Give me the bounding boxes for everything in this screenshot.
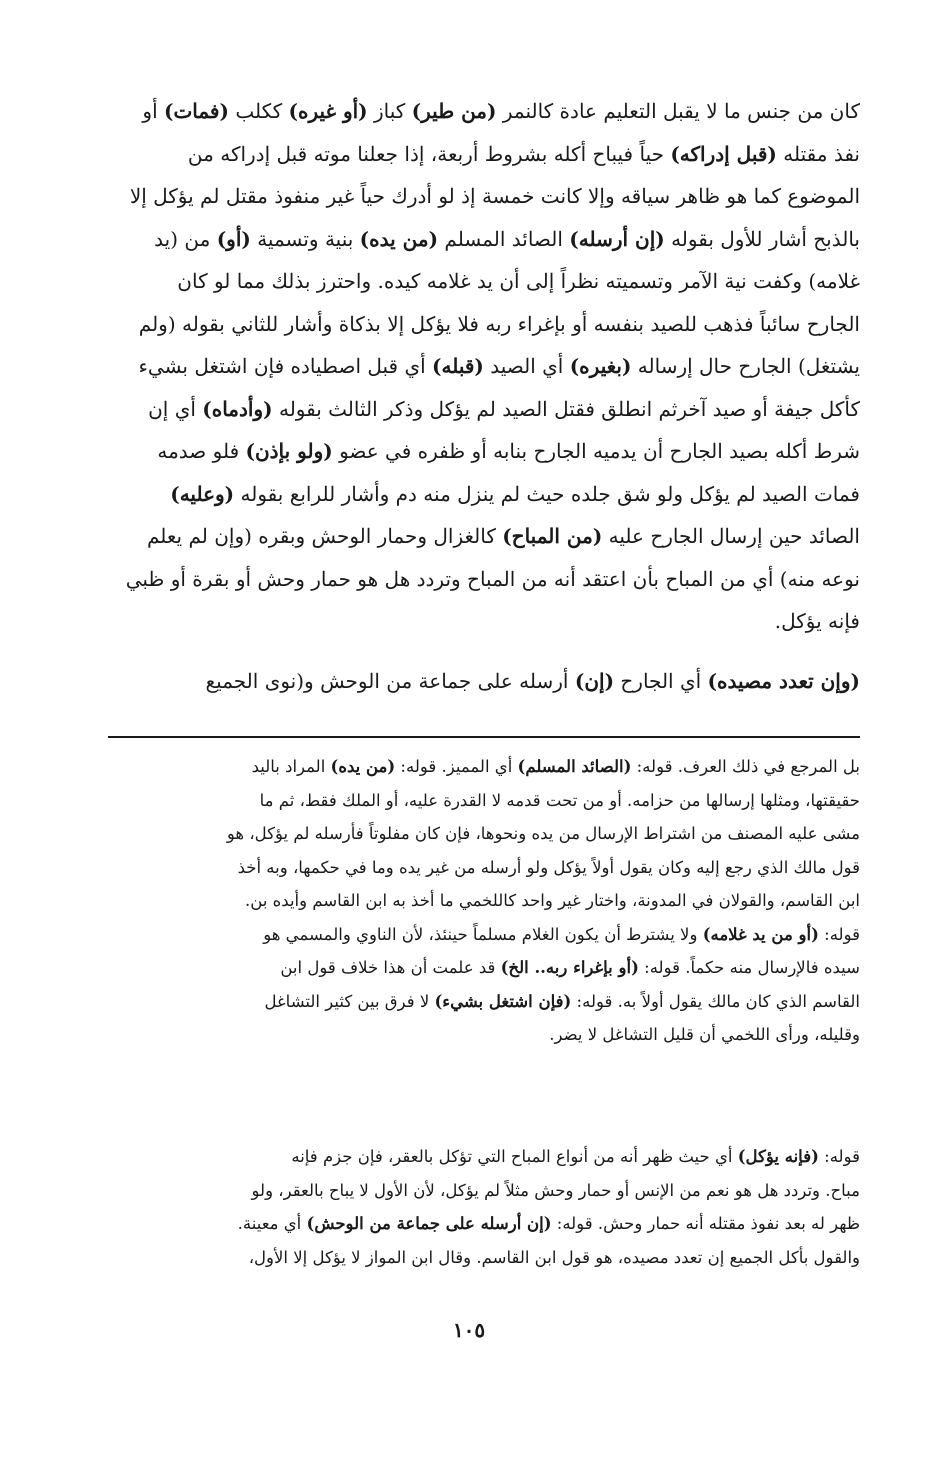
main-line: الجارح سائباً فذهب للصيد بنفسه أو بإغراء ربه فلا يؤكل إلا بذكاة وأشار للثاني بقوله (ولم (138, 311, 860, 336)
quoted-phrase: (ولو بإذن) (245, 439, 333, 463)
footnote-line: مباح. وتردد هل هو نعم من الإنس أو حمار وحش مثلاً لم يؤكل، لأن الأول لا يباح بالعقر، ولو (251, 1180, 860, 1200)
main-line: الصائد حين إرسال الجارح عليه (من المباح) كالغزال وحمار الوحش وبقره (وإن لم يعلم (146, 524, 860, 548)
footnote-separator (108, 736, 860, 738)
quoted-phrase: (وعليه) (170, 481, 235, 506)
footnote-line: قوله: (فإنه يؤكل) أي حيث ظهر أنه من أنواع المباح التي تؤكل بالعقر، فإن جزم فإنه (291, 1147, 860, 1166)
quoted-phrase: (بغيره) (569, 354, 632, 378)
quoted-phrase: (أو من يد غلامه) (702, 924, 819, 944)
footnote-1 (78, 750, 860, 1052)
main-line: شرط أكله بصيد الجارح أن يدميه الجارح بنابه أو ظفره في عضو (ولو بإذن) فلو صدمه (157, 439, 860, 463)
page-number: ١٠٥ (452, 1318, 486, 1342)
quoted-phrase: (إن) (574, 669, 615, 693)
main-line: غلامه) وكفت نية الآمر وتسميته نظراً إلى أن يد غلامه كيده. واحترز بذلك مما لو كان (177, 269, 860, 293)
footnote-2 (78, 1140, 860, 1274)
main-line: نوعه منه) أي من المباح بأن اعتقد أنه من المباح وتردد هل هو حمار وحش أو بقرة أو ظبي (125, 566, 860, 591)
quoted-phrase: (فمات) (163, 99, 229, 123)
quoted-phrase: (من يده) (359, 226, 439, 251)
main-line: (وإن تعدد مصيده) أي الجارح (إن) أرسله على جماعة من الوحش و(نوى الجميع (205, 669, 860, 693)
main-line: فإنه يؤكل. (774, 609, 860, 633)
quoted-phrase: (إن أرسله) (569, 226, 665, 251)
quoted-phrase: (قبل إدراكه) (670, 141, 777, 166)
footnote-line: مشى عليه المصنف من اشتراط الإرسال من يده ونحوها، فإن كان مفلوتاً فأرسله لم يؤكل، هو (226, 824, 860, 843)
footnote-line: والقول بأكل الجميع إن تعدد مصيده، هو قول ابن القاسم. وقال ابن المواز لا يؤكل إلا الأول، (248, 1247, 860, 1267)
main-line: كأكل جيفة أو صيد آخرثم انطلق فقتل الصيد لم يؤكل وذكر الثالث بقوله (وأدماه) أي إن (148, 396, 860, 421)
main-paragraph-2 (78, 660, 860, 703)
main-line: يشتغل) الجارح حال إرساله (بغيره) أي الصيد (قبله) أي قبل اصطياده فإن اشتغل بشيء (138, 354, 860, 378)
quoted-phrase: (وأدماه) (202, 396, 273, 421)
footnote-line: القاسم الذي كان مالك يقول أولاً به. قوله: (فإن اشتغل بشيء) لا فرق بين كثير التشاغل (264, 991, 860, 1011)
quoted-phrase: (فإن اشتغل بشيء) (434, 991, 572, 1011)
footnote-line: وقليله، ورأى اللخمي أن قليل التشاغل لا يضر. (549, 1025, 860, 1044)
quoted-phrase: (أو بإغراء ربه.. الخ) (500, 958, 639, 977)
main-line: فمات الصيد لم يؤكل ولو شق جلده حيث لم ينزل منه دم وأشار للرابع بقوله (وعليه) (170, 481, 860, 506)
footnote-line: حقيقتها، ومثلها إرسالها من حزامه. أو من تحت قدمه لا القدرة عليه، أو الملك فقط، ثم ما (259, 790, 860, 810)
quoted-phrase: (من طير) (411, 99, 497, 123)
footnote-line: بل المرجع في ذلك العرف. قوله: (الصائد المسلم) أي المميز. قوله: (من يده) المراد باليد (251, 757, 860, 776)
quoted-phrase: (فإنه يؤكل) (737, 1147, 819, 1166)
quoted-phrase: (أو غيره) (288, 99, 368, 123)
quoted-phrase: (من يده) (330, 757, 396, 776)
quoted-phrase: (قبله) (432, 354, 484, 378)
main-line: نفذ مقتله (قبل إدراكه) حياً فيباح أكله بشروط أربعة، إذا جعلنا موته قبل إدراكه من (187, 141, 860, 166)
quoted-phrase: (أو) (216, 226, 251, 251)
footnote-line: قول مالك الذي رجع إليه وكان يقول أولاً يؤكل ولو أرسله من غير يده وما في حكمها، وبه أخذ (237, 857, 860, 877)
footnote-line: سيده فالإرسال منه حكماً. قوله: (أو بإغراء ربه.. الخ) قد علمت أن هذا خلاف قول ابن (280, 958, 860, 977)
footnote-line: قوله: (أو من يد غلامه) ولا يشترط أن يكون الغلام مسلماً حينئذ، لأن الناوي والمسمي هو (263, 924, 860, 944)
main-line: بالذبح أشار للأول بقوله (إن أرسله) الصائد المسلم (من يده) بنية وتسمية (أو) من (يد (154, 226, 860, 251)
main-paragraph-1 (78, 90, 860, 643)
quoted-phrase: (الصائد المسلم) (517, 757, 632, 776)
main-line: كان من جنس ما لا يقبل التعليم عادة كالنمر (من طير) كباز (أو غيره) ككلب (فمات) أو (142, 99, 860, 123)
quoted-phrase: (إن أرسله على جماعة من الوحش) (306, 1214, 552, 1233)
quoted-phrase: (من المباح) (502, 524, 603, 548)
footnote-line: ابن القاسم، والقولان في المدونة، واختار غير واحد كاللخمي ما أخذ به ابن القاسم وأيده بن. (245, 891, 860, 910)
quoted-phrase: (وإن تعدد مصيده) (707, 669, 860, 693)
main-line: الموضوع كما هو ظاهر سياقه وإلا كانت خمسة إذ لو أدرك حياً غير منفوذ مقتل لم يؤكل إلا (129, 184, 860, 208)
footnote-line: ظهر له بعد نفوذ مقتله أنه حمار وحش. قوله: (إن أرسله على جماعة من الوحش) أي معينة. (237, 1214, 860, 1233)
